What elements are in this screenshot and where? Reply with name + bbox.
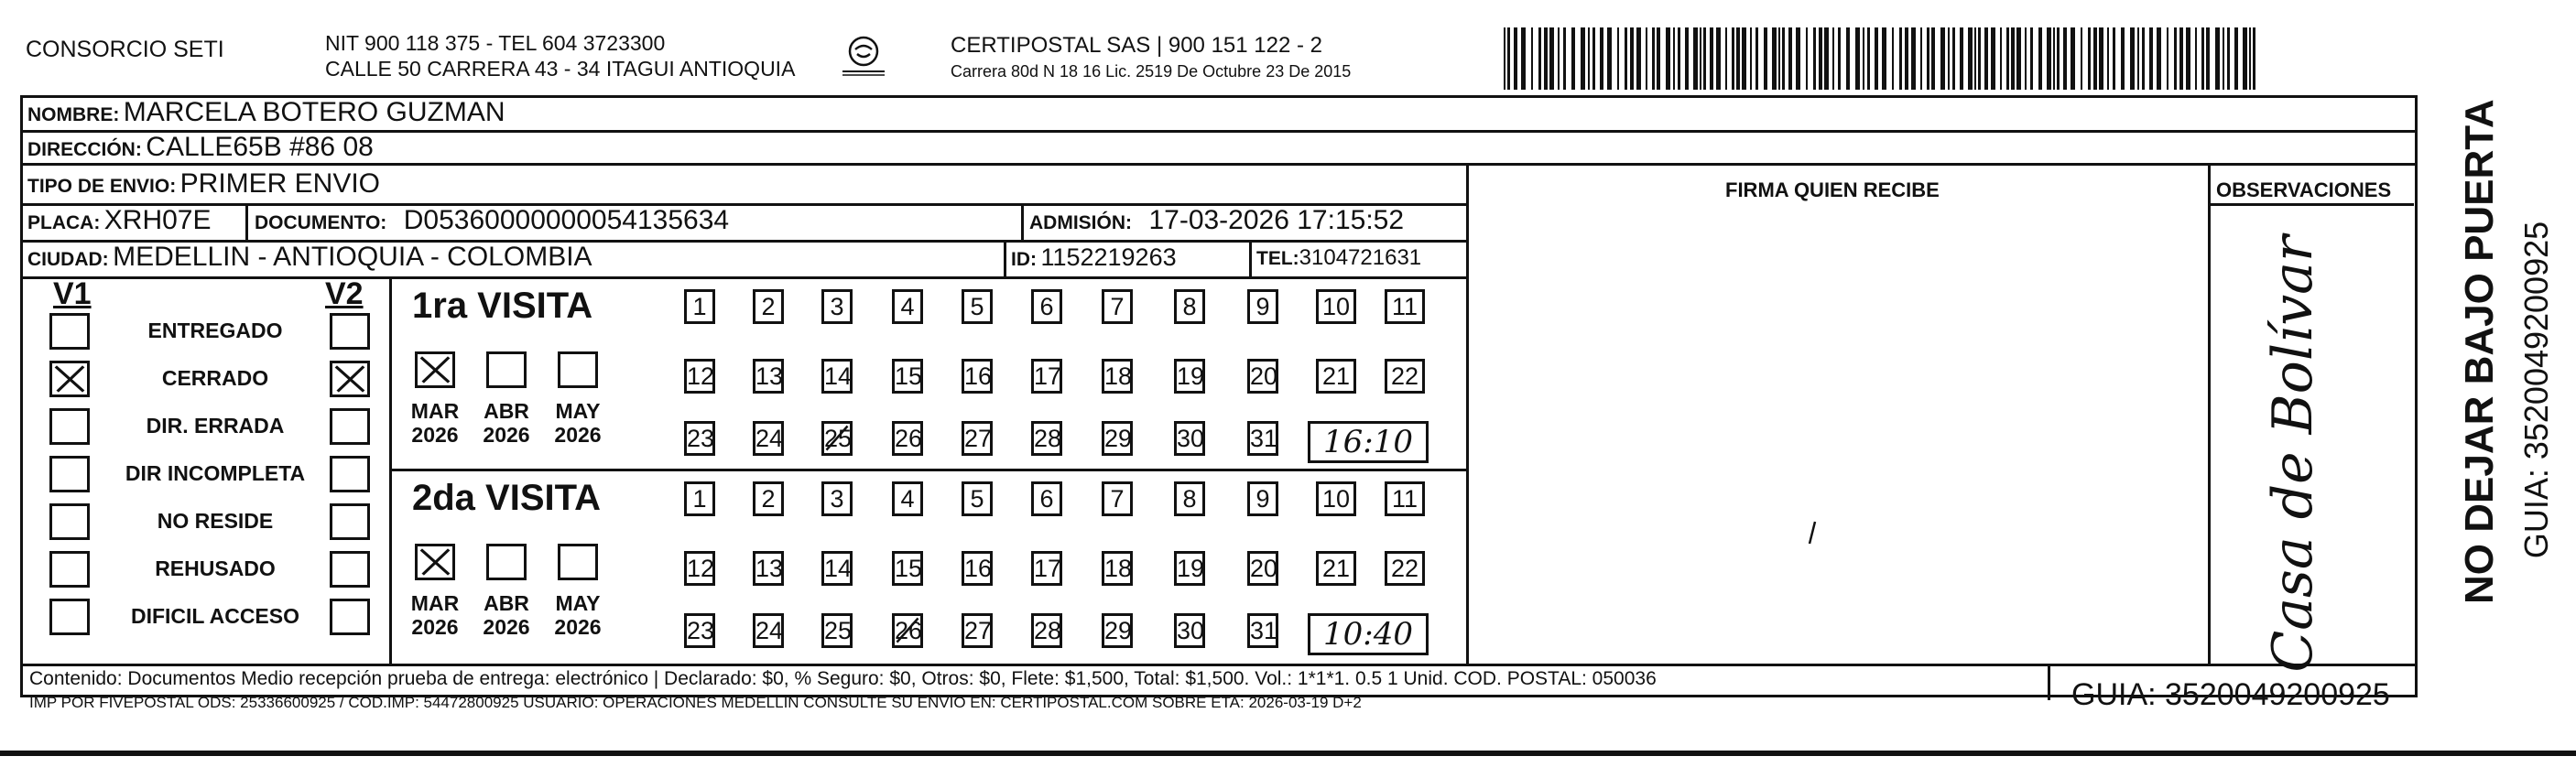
tel-row	[1256, 245, 1421, 271]
day-box[interactable]: 20	[1247, 359, 1278, 394]
day-box[interactable]: 30	[1174, 613, 1205, 648]
id-label: ID:	[1011, 249, 1037, 270]
month-label: ABR 2026	[483, 399, 530, 447]
month-checkbox[interactable]	[558, 544, 598, 580]
month-label: MAR 2026	[410, 591, 460, 639]
month-checkbox[interactable]	[415, 351, 455, 388]
day-box[interactable]: 25	[821, 613, 853, 648]
document-value: D05360000000054135634	[403, 205, 730, 235]
tel-value: 3104721631	[1299, 245, 1422, 270]
day-box[interactable]: 6	[1031, 481, 1062, 516]
day-box[interactable]: 16	[962, 359, 993, 394]
v2-checkbox[interactable]	[330, 361, 370, 397]
day-box[interactable]: 13	[753, 359, 784, 394]
day-box[interactable]: 28	[1031, 613, 1062, 648]
footer-guide-number: GUIA: 3520049200925	[2071, 677, 2390, 712]
status-label: DIFICIL ACCESO	[130, 604, 299, 628]
day-box[interactable]: 4	[892, 481, 923, 516]
v2-checkbox[interactable]	[330, 599, 370, 635]
v2-checkbox[interactable]	[330, 551, 370, 588]
day-box[interactable]: 26	[892, 421, 923, 456]
plate-label: PLACA:	[27, 212, 101, 233]
day-box[interactable]: 7	[1102, 481, 1133, 516]
month-checkbox[interactable]	[415, 544, 455, 580]
visit-title: 1ra VISITA	[412, 286, 593, 326]
document-label: DOCUMENTO:	[255, 212, 387, 233]
day-box[interactable]: 23	[684, 421, 715, 456]
day-box[interactable]: 18	[1102, 359, 1133, 394]
v2-label: V2	[325, 276, 364, 311]
day-box[interactable]: 15	[892, 551, 923, 586]
id-row	[1011, 243, 1177, 272]
day-box[interactable]: 12	[684, 551, 715, 586]
day-box[interactable]: 27	[962, 613, 993, 648]
day-box[interactable]: 24	[753, 613, 784, 648]
tel-label: TEL:	[1256, 248, 1299, 269]
address-label: DIRECCIÓN:	[27, 139, 142, 160]
day-box[interactable]: 6	[1031, 289, 1062, 324]
day-box[interactable]: 19	[1174, 551, 1205, 586]
visit-time-box[interactable]: 10:40	[1308, 613, 1429, 655]
day-box[interactable]: 3	[821, 481, 853, 516]
day-box[interactable]: 29	[1102, 613, 1133, 648]
v1-checkbox[interactable]	[49, 503, 90, 540]
observations-area	[2211, 207, 2414, 673]
month-label: MAY 2026	[554, 591, 602, 639]
signature-header: FIRMA QUIEN RECIBE	[1725, 178, 1940, 201]
day-box[interactable]: 30	[1174, 421, 1205, 456]
day-box[interactable]: 21	[1316, 551, 1356, 586]
day-box[interactable]: 22	[1385, 359, 1425, 394]
day-box[interactable]: 16	[962, 551, 993, 586]
day-box[interactable]: 8	[1174, 481, 1205, 516]
v1-checkbox[interactable]	[49, 408, 90, 445]
day-box[interactable]: 5	[962, 289, 993, 324]
month-label: MAY 2026	[554, 399, 602, 447]
name-value: MARCELA BOTERO GUZMAN	[123, 97, 505, 127]
day-box[interactable]: 1	[684, 481, 715, 516]
content-line: Contenido: Documentos Medio recepción prueba de entrega: electrónico | Declarado: $0, % Seguro: $0, Otros: $0, Flete: $1,500, Total: $1,500. Vol.: 1*1*1. 0.5 1 Unid. COD. POSTAL: 050036	[29, 668, 1657, 689]
side-guide-number: GUIA: 3520049200925	[2517, 221, 2555, 559]
v1-checkbox[interactable]	[49, 551, 90, 588]
day-box[interactable]: 2	[753, 289, 784, 324]
day-box[interactable]: 14	[821, 359, 853, 394]
day-box[interactable]: 12	[684, 359, 715, 394]
day-box[interactable]: 21	[1316, 359, 1356, 394]
month-label: ABR 2026	[483, 591, 530, 639]
status-label: ENTREGADO	[147, 319, 283, 342]
day-box[interactable]: 28	[1031, 421, 1062, 456]
company-address: CALLE 50 CARRERA 43 - 34 ITAGUI ANTIOQUIA	[325, 57, 796, 81]
certipostal-logo	[835, 33, 892, 81]
day-box[interactable]: 31	[1247, 613, 1278, 648]
day-box[interactable]: 7	[1102, 289, 1133, 324]
status-label: REHUSADO	[155, 556, 276, 580]
v1-checkbox[interactable]	[49, 361, 90, 397]
type-value: PRIMER ENVIO	[179, 168, 381, 199]
month-checkbox[interactable]	[486, 544, 527, 580]
v2-checkbox[interactable]	[330, 313, 370, 350]
plate-row	[27, 205, 212, 236]
observations-handwriting: Casa de Bolívar	[2261, 235, 2325, 673]
day-box[interactable]: 14	[821, 551, 853, 586]
visit-title: 2da VISITA	[412, 478, 601, 518]
type-label: TIPO DE ENVIO:	[27, 176, 177, 197]
status-label: NO RESIDE	[157, 509, 274, 533]
day-box[interactable]: 5	[962, 481, 993, 516]
day-box[interactable]: 29	[1102, 421, 1133, 456]
status-label: DIR. ERRADA	[146, 414, 285, 438]
address-row	[27, 132, 374, 163]
day-box[interactable]: 11	[1385, 481, 1425, 516]
city-row	[27, 242, 592, 273]
status-label: CERRADO	[161, 366, 269, 390]
day-box[interactable]: 24	[753, 421, 784, 456]
day-box[interactable]: 9	[1247, 289, 1278, 324]
v2-checkbox[interactable]	[330, 503, 370, 540]
day-box[interactable]: 13	[753, 551, 784, 586]
observations-header: OBSERVACIONES	[2216, 178, 2392, 201]
id-value: 1152219263	[1040, 243, 1177, 271]
day-box[interactable]: 19	[1174, 359, 1205, 394]
no-under-door-warning: NO DEJAR BAJO PUERTA	[2457, 99, 2502, 604]
day-box[interactable]: 10	[1316, 289, 1356, 324]
admission-label: ADMISIÓN:	[1029, 212, 1132, 233]
barcode	[1504, 27, 2256, 90]
month-checkbox[interactable]	[558, 351, 598, 388]
day-box[interactable]: 26	[892, 613, 923, 648]
certipostal-line1: CERTIPOSTAL SAS | 900 151 122 - 2	[951, 33, 1322, 58]
day-box[interactable]: 11	[1385, 289, 1425, 324]
day-box[interactable]: 31	[1247, 421, 1278, 456]
day-box[interactable]: 23	[684, 613, 715, 648]
month-checkbox[interactable]	[486, 351, 527, 388]
v1-checkbox[interactable]	[49, 313, 90, 350]
certipostal-line2: Carrera 80d N 18 16 Lic. 2519 De Octubre 23 De 2015	[951, 62, 1352, 81]
day-box[interactable]: 15	[892, 359, 923, 394]
type-row	[27, 168, 380, 200]
day-box[interactable]: 9	[1247, 481, 1278, 516]
day-box[interactable]: 18	[1102, 551, 1133, 586]
admission-row	[1029, 205, 1404, 236]
city-value: MEDELLIN - ANTIOQUIA - COLOMBIA	[113, 242, 592, 272]
plate-value: XRH07E	[103, 205, 212, 235]
nit-line: NIT 900 118 375 - TEL 604 3723300	[325, 31, 666, 55]
city-label: CIUDAD:	[27, 249, 109, 270]
day-box[interactable]: 8	[1174, 289, 1205, 324]
day-box[interactable]: 17	[1031, 551, 1062, 586]
v2-checkbox[interactable]	[330, 456, 370, 492]
day-box[interactable]: 1	[684, 289, 715, 324]
day-box[interactable]: 27	[962, 421, 993, 456]
signature-area	[1469, 206, 2207, 664]
v1-label: V1	[53, 276, 92, 311]
day-box[interactable]: 22	[1385, 551, 1425, 586]
admission-value: 17-03-2026 17:15:52	[1148, 205, 1405, 235]
day-box[interactable]: 20	[1247, 551, 1278, 586]
day-box[interactable]: 3	[821, 289, 853, 324]
day-box[interactable]: 17	[1031, 359, 1062, 394]
status-label: DIR INCOMPLETA	[125, 461, 306, 485]
day-box[interactable]: 2	[753, 481, 784, 516]
month-label: MAR 2026	[410, 399, 460, 447]
document-row	[255, 205, 729, 236]
v2-checkbox[interactable]	[330, 408, 370, 445]
imp-line: IMP POR FIVEPOSTAL ODS: 25336600925 / COD.IMP: 54472800925 USUARIO: OPERACIONES MEDELLIN CONSULTE SU ENVIO EN: CERTIPOSTAL.COM SOBRE ETA: 2026-03-19 D+2	[29, 694, 1362, 711]
visit-time-box[interactable]: 16:10	[1308, 421, 1429, 463]
day-box[interactable]: 4	[892, 289, 923, 324]
company-name: CONSORCIO SETI	[26, 37, 224, 62]
name-label: NOMBRE:	[27, 104, 120, 125]
day-box[interactable]: 25	[821, 421, 853, 456]
name-row	[27, 97, 505, 128]
v1-checkbox[interactable]	[49, 599, 90, 635]
day-box[interactable]: 10	[1316, 481, 1356, 516]
v1-checkbox[interactable]	[49, 456, 90, 492]
address-value: CALLE65B #86 08	[146, 132, 374, 162]
